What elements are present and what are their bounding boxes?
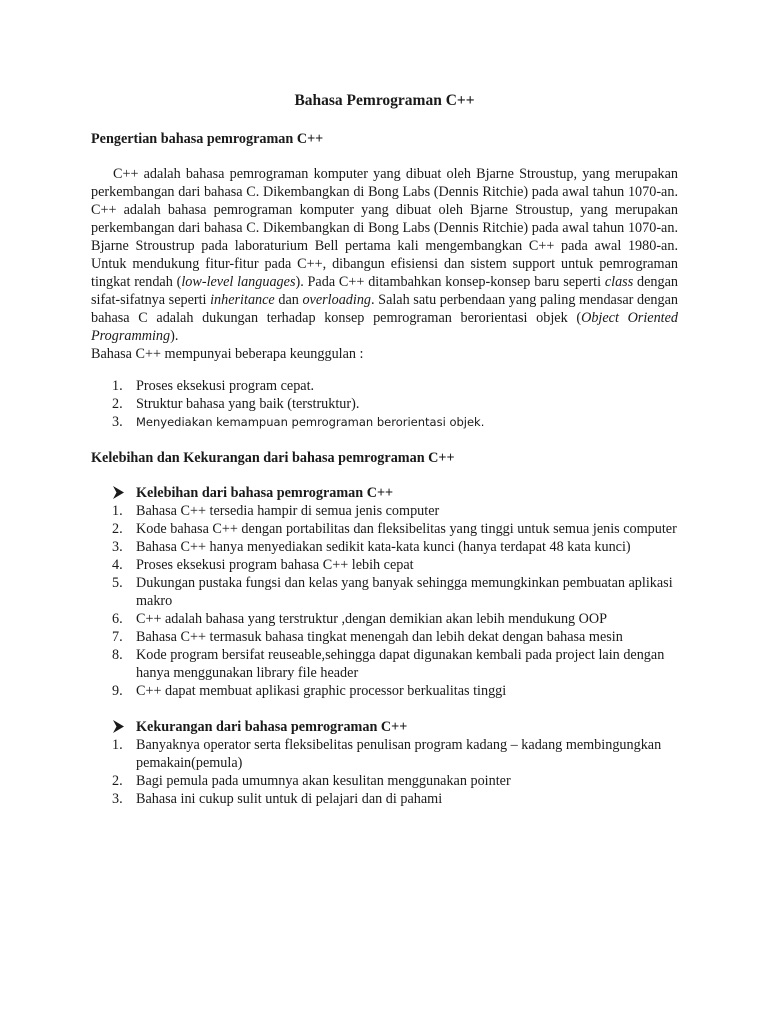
list-text: Proses eksekusi program bahasa C++ lebih cepat	[136, 557, 414, 573]
intro-paragraph	[91, 165, 678, 345]
list-number: 2.	[112, 773, 123, 789]
list-item	[91, 628, 678, 646]
list-item	[91, 502, 678, 520]
list-text: C++ adalah bahasa yang terstruktur ,dengan demikian akan lebih mendukung OOP	[136, 611, 608, 627]
section-heading-kelebihan-kekurangan: Kelebihan dan Kekurangan dari bahasa pemrograman C++	[91, 450, 455, 466]
list-text: Banyaknya operator serta fleksibelitas penulisan program kadang – kadang membingungkan pemakain(pemula)	[136, 737, 662, 771]
list-text: Bagi pemula pada umumnya akan kesulitan menggunakan pointer	[136, 773, 511, 789]
list-number: 3.	[112, 791, 123, 807]
list-item	[91, 772, 678, 790]
list-number: 1.	[112, 378, 123, 394]
list-number: 2.	[112, 396, 123, 412]
para-run: C++ adalah bahasa pemrograman komputer yang dibuat oleh Bjarne Stroustup, yang merupakan perkembangan dari bahasa C. Dikembangkan di Bong Labs (Dennis Ritchie) pada awal tahun 1070-an. C++ adalah bahasa pemrograman komputer yang dibuat oleh Bjarne Stroustup, yang merupakan perkembangan dari bahasa C. Dikembangkan di Bong Labs (Dennis Ritchie) pada awal tahun 1070-an. Bjarne Stroustrup pada laboraturium Bell pertama kali mengembangkan C++ pada awal 1980-an. Untuk mendukung fitur-fitur pada C++, dibangun efisiensi dan sistem support untuk pemrograman tingkat rendah (	[91, 166, 678, 290]
list-item	[91, 395, 678, 413]
list-item	[91, 736, 678, 772]
list-text: Bahasa C++ tersedia hampir di semua jenis computer	[136, 503, 440, 519]
list-number: 7.	[112, 629, 123, 645]
list-number: 9.	[112, 683, 123, 699]
cons-heading	[91, 718, 678, 736]
list-item	[91, 646, 678, 682]
para-run: . Salah satu perbendaan yang paling mendasar dengan bahasa C adalah dukungan terhadap konsep pemrograman berorientasi objek (	[91, 292, 678, 326]
list-item	[91, 574, 678, 610]
list-text: Struktur bahasa yang baik (terstruktur).	[136, 396, 360, 412]
list-number: 3.	[112, 414, 123, 430]
para-run-italic: low-level languages	[181, 274, 296, 290]
list-number: 5.	[112, 575, 123, 591]
section-heading-pengertian: Pengertian bahasa pemrograman C++	[91, 131, 324, 147]
list-item	[91, 413, 678, 431]
list-item	[91, 790, 678, 808]
list-text: Bahasa ini cukup sulit untuk di pelajari dan di pahami	[136, 791, 443, 807]
list-text: Proses eksekusi program cepat.	[136, 378, 315, 394]
advantages-list	[91, 377, 678, 431]
para-run: ).	[170, 328, 179, 344]
list-item	[91, 538, 678, 556]
para-run-italic: Object Oriented Programming	[91, 310, 678, 344]
pros-heading-text: Kelebihan dari bahasa pemrograman C++	[136, 485, 394, 501]
list-text: Dukungan pustaka fungsi dan kelas yang banyak sehingga memungkinkan pembuatan aplikasi makro	[136, 575, 673, 609]
list-number: 4.	[112, 557, 123, 573]
list-number: 3.	[112, 539, 123, 555]
list-text: Menyediakan kemampuan pemrograman berorientasi objek.	[136, 415, 485, 429]
list-number: 1.	[112, 737, 123, 753]
list-item	[91, 610, 678, 628]
arrowhead-bullet-icon	[112, 485, 125, 500]
cons-list	[91, 736, 678, 808]
para-run: dengan sifat-sifatnya seperti	[91, 274, 678, 308]
page-title: Bahasa Pemrograman C++	[294, 92, 475, 109]
list-item	[91, 682, 678, 700]
para-run-italic: inheritance	[210, 292, 275, 308]
list-number: 6.	[112, 611, 123, 627]
list-item	[91, 520, 678, 538]
para-run: dan	[274, 292, 303, 308]
para-run-italic: overloading	[302, 292, 372, 308]
para-run-italic: class	[604, 274, 634, 290]
list-number: 1.	[112, 503, 123, 519]
list-text: C++ dapat membuat aplikasi graphic processor berkualitas tinggi	[136, 683, 507, 699]
list-item	[91, 377, 678, 395]
pros-heading	[91, 484, 678, 502]
list-number: 2.	[112, 521, 123, 537]
advantages-intro: Bahasa C++ mempunyai beberapa keunggulan :	[91, 346, 364, 362]
list-item	[91, 556, 678, 574]
list-text: Kode bahasa C++ dengan portabilitas dan fleksibelitas yang tinggi untuk semua jenis computer	[136, 521, 677, 537]
list-number: 8.	[112, 647, 123, 663]
list-text: Kode program bersifat reuseable,sehingga dapat digunakan kembali pada project lain dengan hanya menggunakan library file header	[136, 647, 665, 681]
pros-list	[91, 502, 678, 700]
para-run: ). Pada C++ ditambahkan konsep-konsep baru seperti	[295, 274, 605, 290]
list-text: Bahasa C++ termasuk bahasa tingkat menengah dan lebih dekat dengan bahasa mesin	[136, 629, 623, 645]
list-text: Bahasa C++ hanya menyediakan sedikit kata-kata kunci (hanya terdapat 48 kata kunci)	[136, 539, 631, 555]
arrowhead-bullet-icon	[112, 719, 125, 734]
cons-heading-text: Kekurangan dari bahasa pemrograman C++	[136, 719, 408, 735]
